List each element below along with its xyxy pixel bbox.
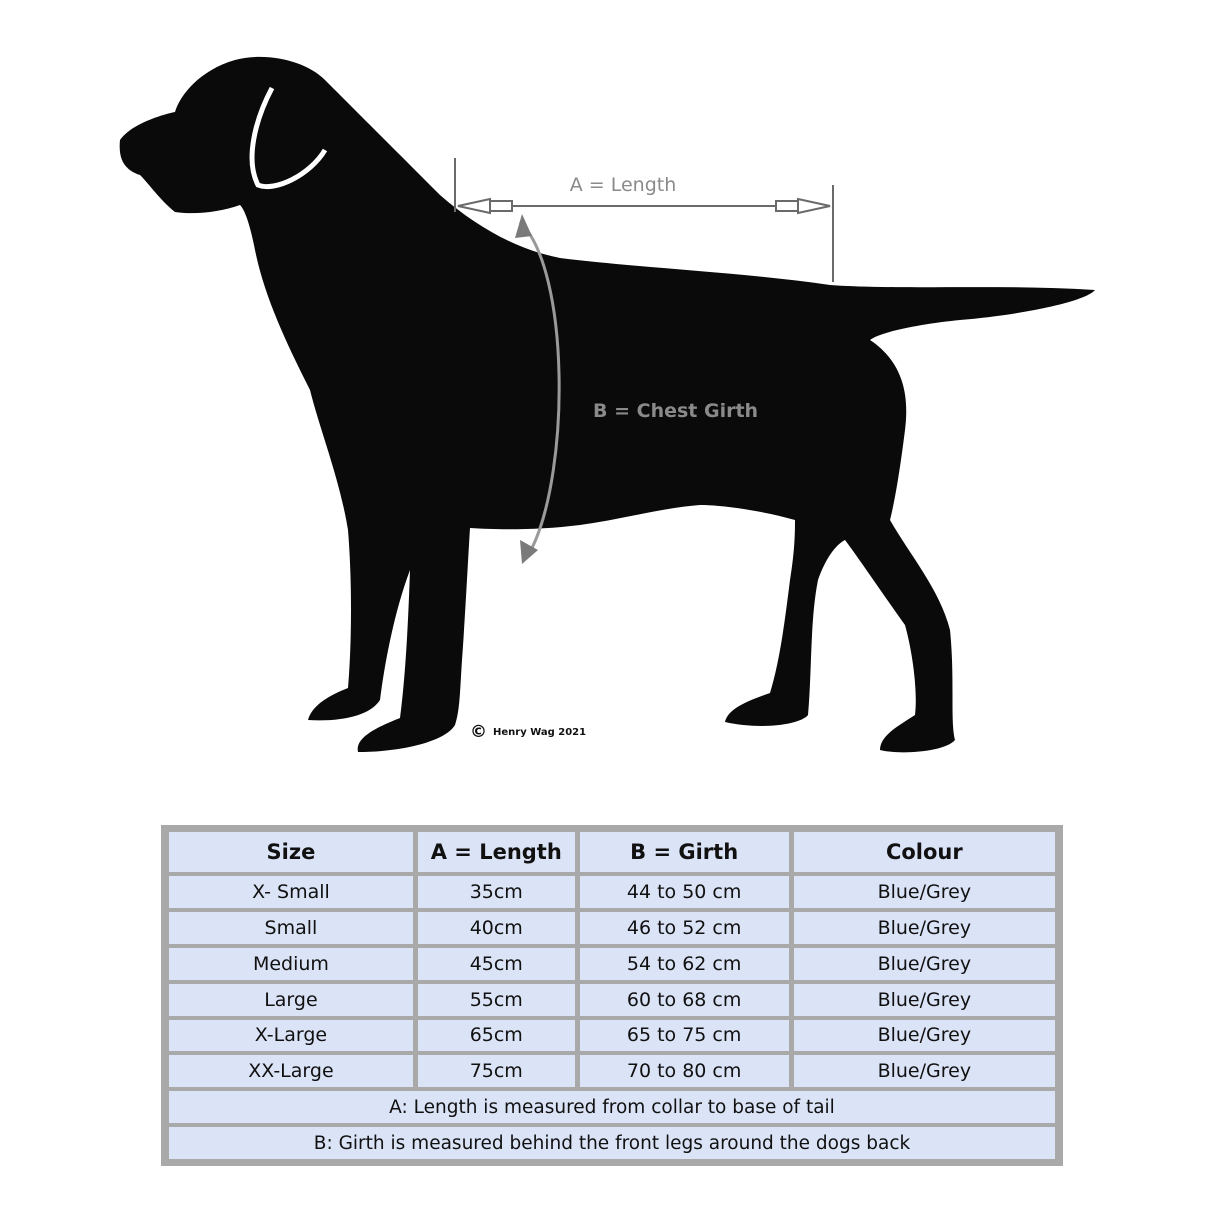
- table-row: [169, 912, 1055, 944]
- cell-length: 35cm: [418, 876, 575, 908]
- table-row: [169, 1055, 1055, 1087]
- length-label: A = Length: [569, 174, 677, 196]
- cell-colour: Blue/Grey: [794, 1020, 1055, 1052]
- note-row: [169, 1127, 1055, 1159]
- cell-length: 75cm: [418, 1055, 575, 1087]
- cell-colour: Blue/Grey: [794, 912, 1055, 944]
- cell-size: Large: [169, 984, 413, 1016]
- girth-note: B: Girth is measured behind the front legs around the dogs back: [169, 1127, 1055, 1159]
- cell-girth: 46 to 52 cm: [580, 912, 789, 944]
- copyright-text: Henry Wag 2021: [493, 727, 587, 738]
- cell-length: 55cm: [418, 984, 575, 1016]
- cell-girth: 44 to 50 cm: [580, 876, 789, 908]
- cell-girth: 70 to 80 cm: [580, 1055, 789, 1087]
- table-row: [169, 876, 1055, 908]
- size-chart-table: [161, 825, 1063, 1166]
- table-row: [169, 948, 1055, 980]
- size-table: [164, 828, 1060, 1163]
- cell-size: X- Small: [169, 876, 413, 908]
- header-girth: B = Girth: [580, 832, 789, 872]
- cell-length: 65cm: [418, 1020, 575, 1052]
- cell-colour: Blue/Grey: [794, 984, 1055, 1016]
- table-header-row: [169, 832, 1055, 872]
- cell-girth: 65 to 75 cm: [580, 1020, 789, 1052]
- note-row: [169, 1091, 1055, 1123]
- cell-length: 40cm: [418, 912, 575, 944]
- cell-girth: 60 to 68 cm: [580, 984, 789, 1016]
- header-size: Size: [169, 832, 413, 872]
- table-row: [169, 984, 1055, 1016]
- header-length: A = Length: [418, 832, 575, 872]
- cell-colour: Blue/Grey: [794, 876, 1055, 908]
- cell-size: X-Large: [169, 1020, 413, 1052]
- cell-size: XX-Large: [169, 1055, 413, 1087]
- cell-size: Small: [169, 912, 413, 944]
- girth-arrow-top: [515, 214, 532, 238]
- cell-size: Medium: [169, 948, 413, 980]
- table-row: [169, 1020, 1055, 1052]
- cell-length: 45cm: [418, 948, 575, 980]
- cell-girth: 54 to 62 cm: [580, 948, 789, 980]
- length-note: A: Length is measured from collar to base of tail: [169, 1091, 1055, 1123]
- cell-colour: Blue/Grey: [794, 1055, 1055, 1087]
- header-colour: Colour: [794, 832, 1055, 872]
- cell-colour: Blue/Grey: [794, 948, 1055, 980]
- girth-label: B = Chest Girth: [593, 400, 759, 422]
- copyright-symbol: ©: [470, 722, 487, 742]
